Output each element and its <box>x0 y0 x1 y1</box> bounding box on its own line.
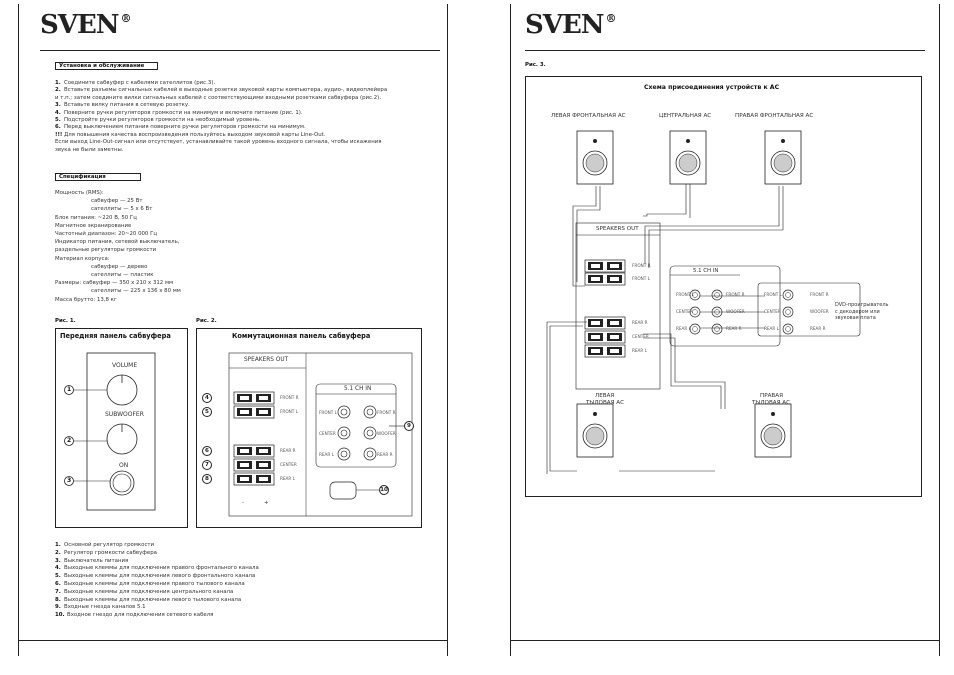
spec-item: Магнитное экранирование <box>55 222 132 229</box>
fig2-terminal-label: REAR R <box>280 448 296 453</box>
left-page-bottom-rule <box>18 640 448 641</box>
fig2-terminal-label: REAR L <box>280 476 295 481</box>
legend-number: 4. <box>55 565 61 572</box>
fig2-callout: 10 <box>380 487 388 493</box>
ch-in-label: 5.1 CH IN <box>693 268 719 274</box>
setup-step-number: 2. <box>55 87 61 94</box>
setup-step-text: Вставьте вилку питания в сетевую розетку. <box>64 102 190 109</box>
dvd-note-line: с декодером или <box>835 308 880 315</box>
spec-item: Материал корпуса: <box>55 255 110 262</box>
speaker-cone-inner <box>586 427 604 445</box>
fig2-jack-label: WOOFER <box>377 431 396 436</box>
legend-number: 8. <box>55 596 61 603</box>
setup-header: Установка и обслуживание <box>55 62 158 70</box>
legend-number: 10. <box>55 612 65 619</box>
terminal-hole <box>610 349 619 353</box>
setup-step-text: Вставьте разъемы сигнальных кабелей в выходные розетки звуковой карты компьютера, аудио-, видеоплейера <box>64 87 388 94</box>
dvd-note-line: звуковая плата <box>835 315 876 321</box>
spec-item: Размеры: сабвуфер — 350 х 210 х 312 мм <box>55 280 174 287</box>
tweeter <box>781 139 785 143</box>
setup-step-text: звука не были заметны. <box>55 146 124 153</box>
legend-text: Выходные клеммы для подключения правого фронтального канала <box>64 565 259 572</box>
legend-text: Выходные клеммы для подключения левого тылового канала <box>64 596 242 603</box>
terminal-hole <box>610 277 619 281</box>
fig3-jack-label: CENTER <box>676 309 693 314</box>
fig1-title: Передняя панель сабвуфера <box>60 332 171 340</box>
setup-step-text: Для повышения качества воспроизведения пользуйтесь выходом звуковой карты Line-Out. <box>64 131 326 138</box>
legend-text: Выключатель питания <box>64 557 129 564</box>
spec-item: сателлиты — 5 х 6 Вт <box>91 206 153 213</box>
setup-step-number: 4. <box>55 109 61 116</box>
fig1-subwoofer-label: SUBWOOFER <box>105 411 144 418</box>
fig2-terminal-label: FRONT R <box>280 395 299 400</box>
fig2-jack-label: CENTER <box>319 431 336 436</box>
rear-left-speaker-label: ЛЕВАЯ <box>595 393 615 399</box>
speakers-out-label: SPEAKERS OUT <box>596 226 639 232</box>
spec-item: сателлиты — 225 х 136 х 80 мм <box>91 288 181 295</box>
right-page-bottom-rule <box>510 640 940 641</box>
fig2-callout: 9 <box>404 421 414 431</box>
spec-header: Спецификация <box>55 173 141 181</box>
legend-number: 6. <box>55 581 61 587</box>
fig3-label: Рис. 3. <box>525 62 546 68</box>
legend-text: Основной регулятор громкости <box>64 542 155 548</box>
tweeter <box>686 139 690 143</box>
terminal-hole <box>591 321 600 325</box>
fig2-jack-label: FRONT R <box>377 410 396 415</box>
terminal-hole <box>240 396 249 400</box>
legend-number: 5. <box>55 573 61 580</box>
fig1-on-label: ON <box>119 462 129 469</box>
legend-number: 1. <box>55 542 61 548</box>
fig3-terminal-label: CENTER <box>632 334 649 339</box>
terminal-hole <box>259 463 268 467</box>
power-switch <box>110 471 134 495</box>
terminal-hole <box>591 277 600 281</box>
spec-item: Масса брутто: 13,8 кг <box>55 296 117 303</box>
fig2-speakers-out: SPEAKERS OUT <box>244 357 289 363</box>
rca-jack <box>338 448 350 460</box>
setup-step-text: Перед выключением питания поверните ручки регуляторов громкости на минимум. <box>64 124 306 131</box>
speaker-cone-inner <box>586 154 604 172</box>
legend-text: Выходные клеммы для подключения левого фронтального канала <box>64 573 256 580</box>
spec-item: Мощность (RMS): <box>55 190 104 196</box>
fig2-callout: 8 <box>202 474 212 484</box>
spec-item: Блок питания: ~220 В, 50 Гц <box>55 214 137 221</box>
speaker-cone-inner <box>774 154 792 172</box>
setup-step-number: 3. <box>55 102 61 109</box>
dvd-jack-label: REAR R <box>810 326 826 331</box>
setup-step-number: 1. <box>55 80 61 86</box>
fig2-callout: 7 <box>202 460 212 470</box>
fig2-label: Рис. 2. <box>196 318 217 324</box>
front-left-speaker-label: ЛЕВАЯ ФРОНТАЛЬНАЯ АС <box>551 113 626 119</box>
spec-item: Индикатор питания, сетевой выключатель, <box>55 239 180 246</box>
brand-logo-left: SVEN ® <box>40 10 131 40</box>
rca-jack <box>712 324 722 334</box>
setup-step-text: Соедините сабвуфер с кабелями сателлитов (рис.3). <box>64 80 216 86</box>
fig2-callout: 6 <box>202 446 212 456</box>
terminal-hole <box>259 449 268 453</box>
legend-text: Регулятор громкости сабвуфера <box>64 549 157 556</box>
fig3-jack-label: REAR L <box>676 326 691 331</box>
terminal-hole <box>240 477 249 481</box>
fig2-title: Коммутационная панель сабвуфера <box>232 332 371 340</box>
rear-right-speaker-label: ТЫЛОВАЯ АС <box>752 400 791 406</box>
tweeter <box>593 139 597 143</box>
terminal-hole <box>610 335 619 339</box>
fig1-label: Рис. 1. <box>55 318 76 324</box>
rca-jack <box>338 406 350 418</box>
setup-step-number: 6. <box>55 124 61 131</box>
fig2-jack-label: REAR R <box>377 452 393 457</box>
tweeter <box>771 412 775 416</box>
terminal-hole <box>591 335 600 339</box>
legend-text: Выходные клеммы для подключения центрального канала <box>64 588 234 595</box>
front-right-speaker-label: ПРАВАЯ ФРОНТАЛЬНАЯ АС <box>735 113 814 119</box>
rca-jack <box>712 290 722 300</box>
legend-number: 7. <box>55 588 61 595</box>
spec-item: Частотный диапазон: 20~20 000 Гц <box>55 231 158 237</box>
setup-step-text: Поверните ручки регуляторов громкости на минимум и включите питание (рис. 1). <box>64 109 303 116</box>
rca-jack <box>364 448 376 460</box>
terminal-hole <box>240 463 249 467</box>
center-speaker-label: ЦЕНТРАЛЬНАЯ АС <box>659 113 712 119</box>
terminal-hole <box>259 477 268 481</box>
setup-step-text: Подстройте ручки регуляторов громкости на необходимый уровень. <box>64 117 261 123</box>
subwoofer-front-panel <box>55 328 188 528</box>
terminal-hole <box>259 396 268 400</box>
setup-step-text: Если выход Line-Out-сигнал или отсутствует, устанавливайте такой уровень входного сигнала, чтобы искажения <box>55 139 382 146</box>
rear-right-speaker-label: ПРАВАЯ <box>760 393 783 399</box>
fig3-terminal-label: REAR L <box>632 348 647 353</box>
speaker-cone-inner <box>679 154 697 172</box>
rca-jack <box>364 427 376 439</box>
spec-item: сабвуфер — дерево <box>91 263 148 270</box>
fig2-callout: 4 <box>202 393 212 403</box>
rca-jack <box>783 290 793 300</box>
rca-jack <box>783 307 793 317</box>
fig3-terminal-label: REAR R <box>632 320 648 325</box>
rca-jack <box>783 324 793 334</box>
dvd-jack-label: FRONT R <box>810 292 829 297</box>
fig1-callout-3-text: 3 <box>67 477 72 484</box>
logo-underline-right <box>525 50 925 51</box>
dvd-jack-label: FRONT L <box>764 292 782 297</box>
rca-jack <box>690 324 700 334</box>
spec-item: сабвуфер — 25 Вт <box>91 198 143 205</box>
terminal-hole <box>240 410 249 414</box>
fig2-callout: 5 <box>202 407 212 417</box>
fig2-jack-label: FRONT L <box>319 410 337 415</box>
terminal-hole <box>591 264 600 268</box>
legend-number: 2. <box>55 549 61 556</box>
brand-logo-right: SVEN ® <box>525 10 616 40</box>
legend-text: Входное гнездо для подключения сетевого кабеля <box>67 612 214 619</box>
setup-step-text: и т.п.; затем соедините вилки сигнальных кабелей с соответствующими входными розетками сабвуфера (рис.2). <box>55 94 381 101</box>
fig1-callout-2-text: 2 <box>67 437 72 444</box>
dvd-note-line: DVD-проигрыватель <box>835 302 889 308</box>
fig3-jack-label: REAR R <box>726 326 742 331</box>
legend-text: Входные гнезда каналов 5.1 <box>64 604 146 611</box>
fig3-title: Схема присоединения устройств к АС <box>644 84 780 91</box>
dvd-jack-label: REAR L <box>764 326 779 331</box>
fig3-jack-label: WOOFER <box>726 309 745 314</box>
fig2-plus: + <box>264 500 269 506</box>
setup-step-number: !!! <box>55 131 63 138</box>
terminal-hole <box>610 264 619 268</box>
tweeter <box>593 412 597 416</box>
fig3-jack-label: FRONT L <box>676 292 694 297</box>
power-inlet <box>330 482 356 499</box>
fig2-jack-label: REAR L <box>319 452 334 457</box>
legend-text: Выходные клеммы для подключения правого тылового канала <box>64 581 245 587</box>
spec-item: сателлиты — пластик <box>91 272 154 278</box>
fig2-ch-in: 5.1 CH IN <box>344 386 372 392</box>
rear-left-speaker-label: ТЫЛОВАЯ АС <box>586 400 625 406</box>
rca-jack <box>364 406 376 418</box>
fig2-minus: - <box>242 500 244 506</box>
logo-underline-left <box>40 50 440 51</box>
fig3-terminal-label: FRONT R <box>632 263 651 268</box>
rca-jack <box>338 427 350 439</box>
connection-diagram <box>525 76 922 497</box>
dvd-jack-label: CENTER <box>764 309 781 314</box>
legend-number: 3. <box>55 557 61 564</box>
speaker-cone-inner <box>764 427 782 445</box>
terminal-hole <box>259 410 268 414</box>
fig3-terminal-label: FRONT L <box>632 276 650 281</box>
fig2-terminal-label: FRONT L <box>280 409 298 414</box>
dvd-jack-label: WOOFER <box>810 309 829 314</box>
terminal-hole <box>240 449 249 453</box>
fig1-volume-label: VOLUME <box>112 362 138 369</box>
fig2-terminal-label: CENTER <box>280 462 297 467</box>
setup-step-number: 5. <box>55 117 61 123</box>
fig3-jack-label: FRONT R <box>726 292 745 297</box>
fig1-callout-1-text: 1 <box>67 386 72 393</box>
subwoofer-rear-panel <box>196 328 422 528</box>
legend-number: 9. <box>55 604 61 611</box>
terminal-hole <box>591 349 600 353</box>
terminal-hole <box>610 321 619 325</box>
spec-item: раздельные регуляторы громкости <box>55 247 157 254</box>
